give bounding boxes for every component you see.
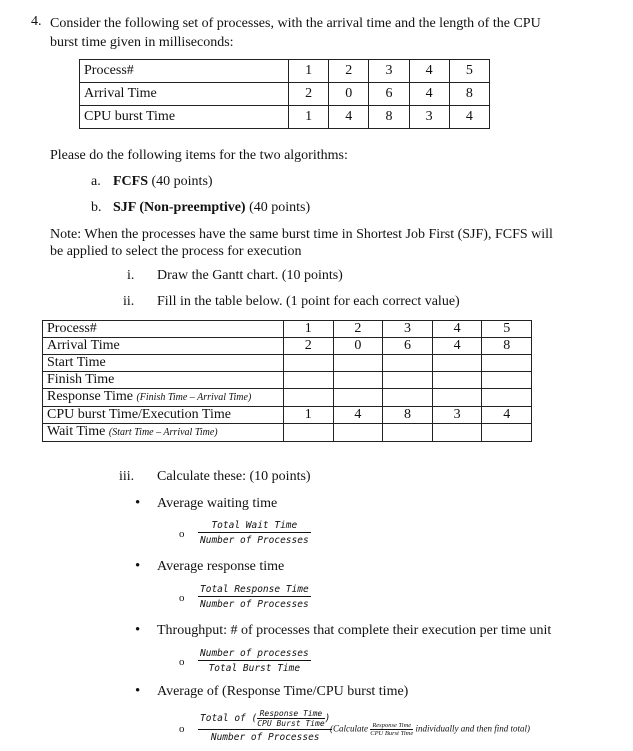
bullet-icon: • [135,683,141,699]
empty-cell[interactable] [482,355,532,372]
empty-cell[interactable] [432,372,482,389]
ratio-note [330,722,530,737]
empty-cell[interactable] [284,424,334,442]
circle-bullet-icon: o [179,592,185,604]
table-cell: 6 [383,338,433,355]
formula-numerator [198,709,332,730]
wait-label: Wait Time [47,424,106,439]
table-cell: 3 [383,321,433,338]
table-cell: 2 [289,83,329,106]
table-cell: 2 [329,60,369,83]
inner-denominator: CPU Burst Time [257,719,325,728]
table-cell: 8 [482,338,532,355]
ratio-note-num: Response Time [370,722,413,730]
row-label: Start Time [43,355,284,372]
item-a [113,174,213,190]
instructions-intro: Please do the following items for the two algorithms: [50,148,348,163]
item-a-points: (40 points) [151,174,213,189]
table-cell: 8 [369,106,409,129]
sub-ii-marker: ii. [123,294,135,309]
item-a-title: FCFS [113,174,148,189]
empty-cell[interactable] [432,389,482,407]
item-b-title: SJF (Non-preemptive) [113,200,246,215]
empty-cell[interactable] [482,389,532,407]
sub-iii-text: Calculate these: (10 points) [157,469,311,484]
sub-ii-text: Fill in the table below. (1 point for each correct value) [157,294,460,309]
table-cell: 3 [369,60,409,83]
table-cell: 4 [482,407,532,424]
empty-cell[interactable] [284,389,334,407]
row-label: Process# [43,321,284,338]
row-label: Arrival Time [80,83,289,106]
table-row [80,106,490,129]
bullet-icon: • [135,558,141,574]
table-row [43,424,532,442]
table-cell: 0 [329,83,369,106]
table-cell: 4 [409,60,449,83]
empty-cell[interactable] [333,424,383,442]
avg-ratio-label: Average of (Response Time/CPU burst time) [157,684,409,699]
circle-bullet-icon: o [179,656,185,668]
throughput-label: Throughput: # of processes that complete their execution per time unit [157,623,552,638]
empty-cell[interactable] [383,424,433,442]
note [50,226,553,260]
formula-numerator: Total Wait Time [198,520,311,533]
empty-cell[interactable] [284,372,334,389]
table-row [43,321,532,338]
row-label: Arrival Time [43,338,284,355]
empty-cell[interactable] [383,389,433,407]
empty-cell[interactable] [333,372,383,389]
row-label: CPU burst Time [80,106,289,129]
row-label: Process# [80,60,289,83]
formula-denominator: Number of Processes [210,732,320,743]
bullet-icon: • [135,495,141,511]
ratio-note-pre: (Calculate [330,723,368,734]
formula-denominator: Total Burst Time [208,663,301,674]
ratio-note-post: individually and then find total) [415,723,530,734]
empty-cell[interactable] [482,372,532,389]
empty-cell[interactable] [333,355,383,372]
total-of: Total of ( [200,713,258,724]
bullet-icon: • [135,622,141,638]
table-row [43,338,532,355]
avg-resp-formula [198,584,311,610]
empty-cell[interactable] [482,424,532,442]
sub-iii-marker: iii. [119,469,135,484]
results-table [42,320,532,442]
formula-numerator: Total Response Time [200,584,309,595]
table-cell: 4 [409,83,449,106]
table-cell: 6 [369,83,409,106]
table-cell: 2 [333,321,383,338]
question-line-2: burst time given in milliseconds: [50,35,234,50]
question-text [50,14,541,52]
note-line-2: be applied to select the process for execution [50,244,302,259]
table-row [80,60,490,83]
empty-cell[interactable] [333,389,383,407]
question-number: 4. [31,14,42,29]
circle-bullet-icon: o [179,723,185,735]
table-cell: 4 [432,338,482,355]
ratio-note-den: CPU Burst Time [370,730,414,737]
question-line-1: Consider the following set of processes, with the arrival time and the length of the CPU [50,16,541,31]
empty-cell[interactable] [383,372,433,389]
row-label [43,389,284,407]
sub-i-text: Draw the Gantt chart. (10 points) [157,268,343,283]
table-cell: 8 [449,83,489,106]
row-label: Finish Time [43,372,284,389]
table-cell: 8 [383,407,433,424]
table-row [43,389,532,407]
table-cell: 4 [329,106,369,129]
empty-cell[interactable] [284,355,334,372]
formula-denominator: Number of Processes [200,599,309,610]
close-paren: ) [324,713,331,724]
formula-numerator: Number of processes [200,648,309,659]
table-cell: 1 [289,106,329,129]
ratio-note-fraction [370,722,413,737]
empty-cell[interactable] [432,424,482,442]
table-cell: 4 [432,321,482,338]
avg-ratio-formula [198,709,332,743]
table-cell: 1 [284,321,334,338]
formula-denominator: Number of Processes [200,535,309,546]
throughput-formula [198,648,311,674]
avg-wait-label: Average waiting time [157,496,278,511]
inner-numerator: Response Time [257,709,324,719]
item-b-points: (40 points) [249,200,311,215]
table-row [43,355,532,372]
table-cell: 5 [449,60,489,83]
table-row [43,407,532,424]
circle-bullet-icon: o [179,528,185,540]
table-cell: 0 [333,338,383,355]
row-label [43,424,284,442]
table-cell: 5 [482,321,532,338]
table-cell: 3 [409,106,449,129]
table-cell: 2 [284,338,334,355]
item-b-marker: b. [91,200,102,215]
response-label: Response Time [47,389,133,404]
table-cell: 4 [333,407,383,424]
table-row [80,83,490,106]
empty-cell[interactable] [383,355,433,372]
table-row [43,372,532,389]
avg-wait-formula [198,520,311,546]
item-a-marker: a. [91,174,101,189]
table-cell: 4 [449,106,489,129]
row-label: CPU burst Time/Execution Time [43,407,284,424]
sub-i-marker: i. [127,268,135,283]
note-line-1: Note: When the processes have the same burst time in Shortest Job First (SJF), FCFS will [50,227,553,242]
wait-note: (Start Time – Arrival Time) [108,427,218,438]
item-b [113,200,310,216]
table-cell: 3 [432,407,482,424]
process-table [79,59,490,129]
response-note: (Finish Time – Arrival Time) [136,392,252,403]
table-cell: 1 [289,60,329,83]
inner-fraction [257,709,324,728]
table-cell: 1 [284,407,334,424]
empty-cell[interactable] [432,355,482,372]
avg-resp-label: Average response time [157,559,285,574]
